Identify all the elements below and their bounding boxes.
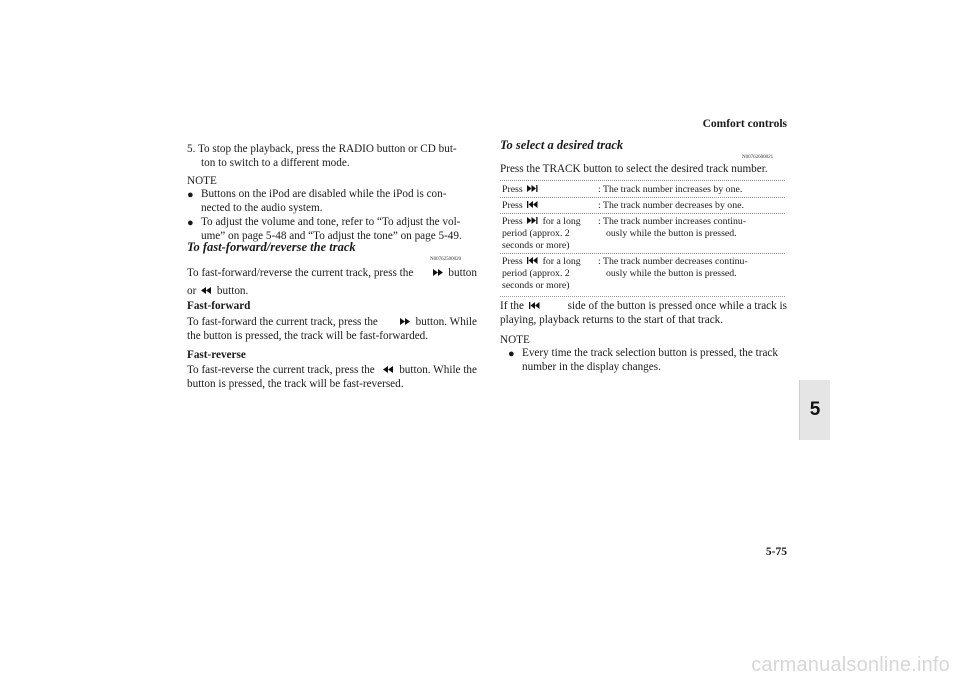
fast-reverse-subheading: Fast-reverse <box>187 349 246 361</box>
ff-line-2: the button is pressed, the track will be fast-forwarded. <box>187 330 429 342</box>
note-2-line-1: To adjust the volume and tone, refer to “To adjust the vol- <box>201 216 461 228</box>
fast-forward-icon <box>433 269 444 277</box>
step-5-line-2: ton to switch to a different mode. <box>201 157 350 169</box>
note-2-line-2: ume” on page 5-48 and “To adjust the tone” on page 5-49. <box>201 230 462 242</box>
r1-left: Press <box>502 184 523 195</box>
fast-forward-paragraph <box>187 315 477 343</box>
skip-next-icon <box>527 185 538 193</box>
section-code: N00762500020 <box>430 257 462 262</box>
note-label: NOTE <box>500 334 530 346</box>
table-rule-bottom <box>500 296 785 297</box>
after-b: side of the button is pressed once while a track is <box>567 300 787 312</box>
intro-text-d: button. <box>216 285 249 297</box>
table-row-4-result <box>598 256 786 280</box>
table-rule-top <box>500 180 785 181</box>
bullet-icon: ● <box>508 348 515 360</box>
table-row-3-action <box>502 216 594 252</box>
note-item-1 <box>187 187 477 215</box>
chapter-tab <box>799 380 830 440</box>
r4-left-c: period (approx. 2 <box>502 268 570 279</box>
note-1-line-1: Buttons on the iPod are disabled while the iPod is con- <box>201 188 447 200</box>
note-label: NOTE <box>187 175 217 187</box>
note-line-2: number in the display changes. <box>522 361 661 373</box>
table-rule <box>500 253 785 254</box>
ff-text-b: button. While <box>415 316 477 328</box>
skip-next-icon <box>527 217 538 225</box>
chapter-number: 5 <box>809 399 821 420</box>
r3-left-a: Press <box>502 216 523 227</box>
fast-reverse-paragraph <box>187 363 477 391</box>
note-1-line-2: nected to the audio system. <box>201 202 323 214</box>
table-row-2-action <box>502 200 540 212</box>
after-a: If the <box>500 300 524 312</box>
fast-reverse-icon <box>383 366 394 374</box>
note-item-track <box>508 346 787 374</box>
r4-right-2: ously while the button is pressed. <box>606 268 737 279</box>
intro-paragraph <box>187 266 477 298</box>
bullet-icon: ● <box>187 217 194 229</box>
table-row-4-action <box>502 256 594 292</box>
r3-left-d: seconds or more) <box>502 240 570 251</box>
table-rule <box>500 197 785 198</box>
page-number: 5-75 <box>765 546 787 558</box>
note-line-1: Every time the track selection button is pressed, the track <box>522 347 778 359</box>
ff-text-a: To fast-forward the current track, press the <box>187 316 378 328</box>
r4-left-a: Press <box>502 256 523 267</box>
section-code: N00762600021 <box>742 155 774 160</box>
section-heading-fast-forward-reverse: To fast-forward/reverse the track <box>187 240 356 254</box>
skip-previous-icon <box>529 302 540 310</box>
intro-text-a: To fast-forward/reverse the current track, press the <box>187 267 414 279</box>
watermark-text: carmanualsonline.info <box>751 654 950 676</box>
r4-right-1: : The track number decreases continu- <box>598 256 748 267</box>
table-row-2-result: : The track number decreases by one. <box>598 200 744 211</box>
r3-left-b: for a long <box>542 216 581 227</box>
bullet-icon: ● <box>187 189 194 201</box>
table-row-3-result <box>598 216 786 240</box>
step-5 <box>187 142 477 170</box>
table-row-1-action <box>502 184 540 196</box>
fr-text-a: To fast-reverse the current track, press the <box>187 364 375 376</box>
r4-left-b: for a long <box>542 256 581 267</box>
r4-left-d: seconds or more) <box>502 280 570 291</box>
r2-left: Press <box>502 200 523 211</box>
intro-text-b: button <box>448 267 477 279</box>
fr-line-2: button is pressed, the track will be fast-reversed. <box>187 378 404 390</box>
fast-forward-icon <box>400 318 411 326</box>
note-item-2 <box>187 215 477 243</box>
intro-text-c: or <box>187 285 197 297</box>
skip-previous-icon <box>527 201 538 209</box>
section-heading-select-track: To select a desired track <box>500 138 624 152</box>
skip-back-paragraph <box>500 299 787 327</box>
table-row-1-result: : The track number increases by one. <box>598 184 743 195</box>
r3-right-1: : The track number increases continu- <box>598 216 747 227</box>
fast-forward-subheading: Fast-forward <box>187 300 251 312</box>
after-line-2: playing, playback returns to the start of that track. <box>500 314 724 326</box>
r3-right-2: ously while the button is pressed. <box>606 228 737 239</box>
table-rule <box>500 213 785 214</box>
section-title: Comfort controls <box>702 118 787 130</box>
fast-reverse-icon <box>201 287 212 295</box>
skip-previous-icon <box>527 257 538 265</box>
select-track-intro: Press the TRACK button to select the desired track number. <box>500 163 768 175</box>
watermark <box>0 654 960 678</box>
r3-left-c: period (approx. 2 <box>502 228 570 239</box>
step-5-line-1: 5. To stop the playback, press the RADIO button or CD but- <box>187 143 457 155</box>
fr-text-b: button. While the <box>399 364 477 376</box>
